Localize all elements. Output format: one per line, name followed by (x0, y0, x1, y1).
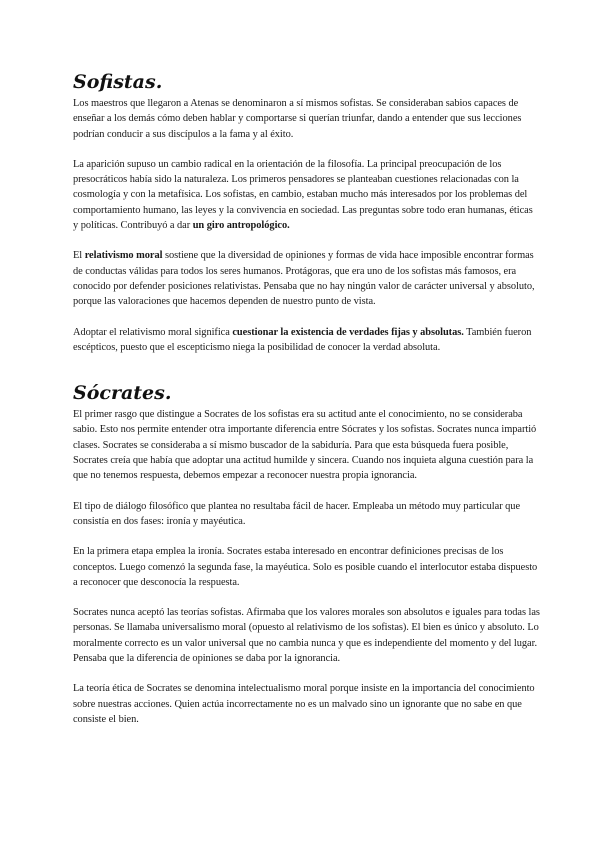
paragraph-socrates-4: Socrates nunca aceptó las teorías sofistas. Afirmaba que los valores morales son absolutos e iguales para todas las personas. Se llamaba universalismo moral (opuesto al relativismo de los sofistas). El bien es único y absoluto. Lo moralmente correcto es un valor universal que no cambia nunca y que es independiente del momento y del lugar. Pensaba que la diferencia de opiniones se daba por la ignorancia. (73, 607, 540, 665)
bold-phrase: un giro antropológico. (192, 220, 290, 232)
heading-sofistas: Sofistas. (73, 71, 163, 93)
heading-socrates: Sócrates. (73, 382, 172, 405)
paragraph-sofistas-4 (73, 325, 540, 356)
paragraph-sofistas-2 (73, 157, 540, 233)
paragraph-text: La aparición supuso un cambio radical en la orientación de la filosofía. La principal preocupación de los presocráticos había sido la naturaleza. Los primeros pensadores se planteaban cuestiones relacionadas con la cosmología y con la metafísica. Los sofistas, en cambio, estaban mucho más interesados por los problemas del comportamiento humano, las leyes y la convivencia en sociedad. Las preguntas sobre todo eran humanas, éticas y políticas. Contribuyó a dar (73, 158, 533, 232)
paragraph-socrates-1: El primer rasgo que distingue a Socrates de los sofistas era su actitud ante el conocimiento, no se consideraba sabio. Esto nos permite entender otra importante diferencia entre Sócrates y los sofistas. Socrates nunca impartió clases. Socrates se consideraba a sí mismo buscador de la sabiduría. Para que esta búsqueda fuera posible, Socrates creía que había que adoptar una actitud humilde y sincera. Cuando nos inquieta alguna cuestión para la que no tenemos respuesta, debemos empezar a reconocer nuestra propia ignorancia. (73, 409, 537, 482)
paragraph-socrates-5: La teoría ética de Socrates se denomina intelectualismo moral porque insiste en la importancia del conocimiento sobre nuestras acciones. Quien actúa incorrectamente no es un malvado sino un ignorante que no sabe en que consiste el bien. (73, 683, 535, 725)
paragraph-text: Adoptar el relativismo moral significa (73, 326, 233, 338)
paragraph-sofistas-1: Los maestros que llegaron a Atenas se denominaron a sí mismos sofistas. Se consideraban sabios capaces de enseñar a los demás cómo deben hablar y comportarse si querían triunfar, dando a entender que sus lecciones podrían conducir a sus discípulos a la fama y al éxito. (73, 98, 522, 140)
paragraph-socrates-3: En la primera etapa emplea la ironía. Socrates estaba interesado en encontrar definiciones precisas de los conceptos. Luego comenzó la segunda fase, la mayéutica. Solo es posible cuando el interlocutor estaba dispuesto a reconocer que desconocía la respuesta. (73, 546, 538, 588)
section-sofistas (73, 70, 540, 355)
paragraph-text: También fueron escépticos, puesto que el escepticismo niega la posibilidad de conocer la verdad absoluta. (73, 326, 532, 353)
paragraph-sofistas-3 (73, 248, 540, 309)
bold-phrase: cuestionar la existencia de verdades fijas y absolutas. (232, 326, 464, 338)
paragraph-socrates-2: El tipo de diálogo filosófico que plantea no resultaba fácil de hacer. Empleaba un método muy particular que consistía en dos fases: ironía y mayéutica. (73, 500, 521, 527)
section-socrates (73, 381, 540, 727)
paragraph-text: sostiene que la diversidad de opiniones y formas de vida hace imposible encontrar formas de conductas válidas para todos los seres humanos. Protágoras, que era uno de los sofistas más famosos, era conocido por defender posiciones relativistas. Pensaba que no hay ningún valor de carácter universal y absoluto, porque las valoraciones que hacemos dependen de nuestro punto de vista. (73, 250, 535, 308)
bold-phrase: relativismo moral (84, 250, 163, 262)
paragraph-text: El (73, 250, 85, 262)
